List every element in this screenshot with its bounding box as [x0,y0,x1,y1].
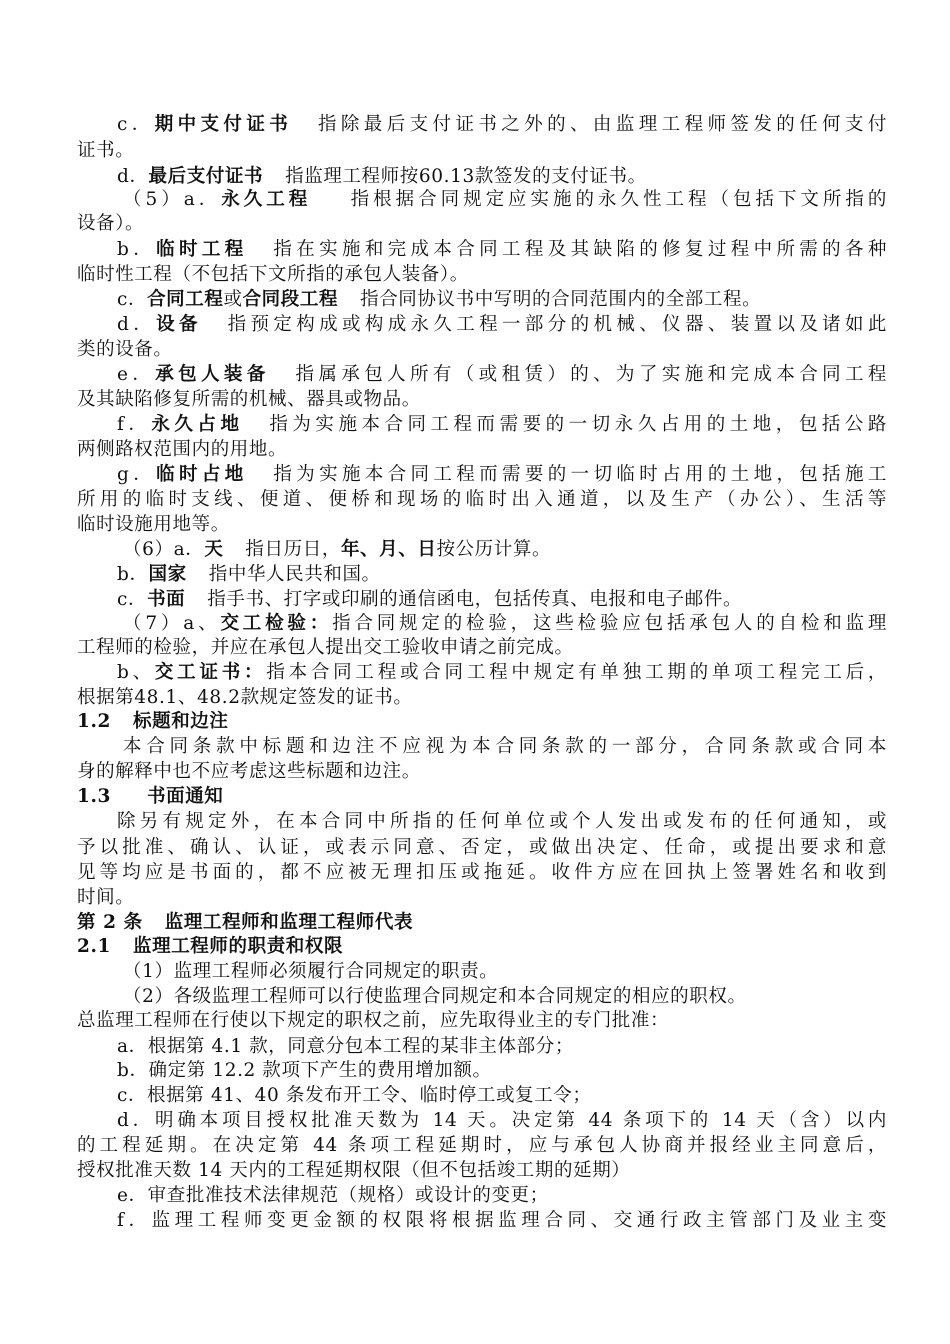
text-line: 根据第48.1、48.2款规定签发的证书。 [77,687,413,708]
list-item-b: b．确定第 12.2 款项下产生的费用增加额。 [117,1060,492,1081]
term: 临时占地 [156,464,248,485]
definition-text: 指合同规定的检验，这些检验应包括承包人的自检和监理 [332,613,887,634]
section-heading-1-2 [77,709,887,735]
term: 合同段工程 [242,289,339,310]
text-line: 临时性工程（不包括下文所指的承包人装备）。 [77,264,469,285]
def-contractor-equipment [77,362,887,388]
definition-text: 指预定构成或构成永久工程一部分的机械、仪器、装置以及诸如此 [223,314,888,335]
text-line: 授权批准天数 14 天内的工程延期权限（但不包括竣工期的延期） [77,1160,631,1181]
text-line: 总监理工程师在行使以下规定的职权之前，应先取得业主的专门批准： [77,1010,670,1031]
section-heading-1-3 [77,784,887,810]
def-written [77,587,887,613]
section-heading-2-1 [77,934,887,960]
definition-text: 指中华人民共和国。 [208,564,381,585]
list-item-c: c．根据第 41、40 条发布开工令、临时停工或复工令； [117,1085,592,1106]
item-marker: （5）a． [123,189,222,210]
clause-line: （2）各级监理工程师可以行使监理合同规定和本合同规定的相应的职权。 [123,986,747,1007]
term: 年、月、日 [340,539,437,560]
item-marker: f． [117,414,152,435]
item-marker: d． [117,166,149,187]
text-line: 工程师的检验，并应在承包人提出交工验收申请之前完成。 [77,637,574,658]
term: 国家 [148,564,187,585]
item-marker: b． [117,239,157,260]
def-completion-certificate [77,660,887,686]
paragraph-line: 本合同条款中标题和边注不应视为本合同条款的一部分，合同条款或合同本 [123,736,887,757]
def-temporary-works [77,237,887,263]
section-title: 监理工程师的职责和权限 [133,936,344,957]
term: 临时工程 [156,239,248,260]
term: 永久工程 [221,189,312,210]
term: 最后支付证书 [148,166,264,187]
clause-line: （1）监理工程师必须履行合同规定的职责。 [123,961,499,982]
item-marker: b． [117,564,149,585]
item-marker: （7）a、 [123,613,221,634]
term: 交工证书： [154,662,267,683]
term: 永久占地 [151,414,244,435]
article-number: 第 2 条 [77,912,143,933]
item-marker: d． [117,314,157,335]
definition-text: 指本合同工程或合同工程中规定有单独工期的单项工程完工后， [266,662,887,683]
section-number: 1.3 [77,786,111,807]
text-line: 类的设备。 [77,339,173,360]
def-plant [77,312,887,338]
text-line: 临时设施用地等。 [77,514,230,535]
definition-text: 指在实施和完成本合同工程及其缺陷的修复过程中所需的各种 [269,239,888,260]
text-line: 及其缺陷修复所需的机械、器具或物品。 [77,389,421,410]
text-line: 设备）。 [77,213,145,234]
def-day [77,537,887,563]
definition-text: 指为实施本合同工程而需要的一切临时占用的土地，包括施工 [269,464,888,485]
list-item-f: f．监理工程师变更金额的权限将根据监理合同、交通行政主管部门及业主变 [117,1210,887,1231]
def-permanent-land [77,412,887,438]
definition-text: 指监理工程师按60.13款签发的支付证书。 [285,166,647,187]
def-contract-works [77,287,887,313]
term: 期中支付证书 [154,114,293,135]
text-line: 的工程延期。在决定第 44 条项工程延期时，应与承包人协商并报经业主同意后， [77,1135,887,1156]
term: 书面 [147,589,186,610]
list-item-d: d．明确本项目授权批准天数为 14 天。决定第 44 条项下的 14 天（含）以内 [117,1110,887,1131]
term: 交工检验： [220,613,333,634]
term: 设备 [156,314,202,335]
paragraph-line: 予以批准、确认、认证，或表示同意、否定，或做出决定、任命，或提出要求和意 [77,837,887,858]
text-line: 时间。 [77,887,135,908]
item-marker: c． [117,114,155,135]
item-marker: （6）a． [123,539,205,560]
connector-text: 或 [223,289,243,310]
def-interim-payment-certificate [77,112,887,138]
definition-text: 指除最后支付证书之外的、由监理工程师签发的任何支付 [314,114,887,135]
text-line: 证书。 [77,140,135,161]
def-permanent-works [77,187,887,213]
section-number: 1.2 [77,711,111,732]
item-marker: e． [117,364,156,385]
definition-text: 按公历计算。 [436,539,552,560]
def-country [77,562,887,588]
paragraph-line: 除另有规定外，在本合同中所指的任何单位或个人发出或发布的任何通知，或 [117,811,887,832]
definition-text: 指日历日， [245,539,341,560]
definition-text: 指为实施本合同工程而需要的一切永久占用的土地，包括公路 [265,414,887,435]
section-number: 2.1 [77,936,111,957]
item-marker: g． [117,464,157,485]
term: 承包人装备 [155,364,270,385]
term: 合同工程 [147,289,224,310]
item-marker: c． [117,589,148,610]
text-line: 身的解释中也不应考虑这些标题和边注。 [77,761,421,782]
section-title: 书面通知 [147,786,224,807]
text-line: 两侧路权范围内的用地。 [77,439,288,460]
term: 天 [204,539,224,560]
article-heading-2 [77,910,887,936]
item-marker: c． [117,289,148,310]
paragraph-line: 见等均应是书面的，都不应被无理扣压或拖延。收件方应在回执上签署姓名和收到 [77,862,887,883]
definition-text: 指根据合同规定应实施的永久性工程（包括下文所指的 [347,189,888,210]
definition-text: 指手书、打字或印刷的通信函电，包括传真、电报和电子邮件。 [207,589,743,610]
section-title: 标题和边注 [133,711,229,732]
list-item-e: e．审查批准技术法律规范（规格）或设计的变更； [117,1185,549,1206]
def-completion-inspection [77,611,887,637]
list-item-a: a．根据第 4.1 款，同意分包本工程的某非主体部分； [117,1036,574,1057]
definition-text: 指合同协议书中写明的合同范围内的全部工程。 [360,289,762,310]
definition-text: 指属承包人所有（或租赁）的、为了实施和完成本合同工程 [291,364,887,385]
def-temporary-land [77,462,887,488]
text-line: 所用的临时支线、便道、便桥和现场的临时出入通道，以及生产（办公）、生活等 [77,489,887,510]
item-marker: b、 [117,662,155,683]
article-title: 监理工程师和监理工程师代表 [164,912,414,933]
